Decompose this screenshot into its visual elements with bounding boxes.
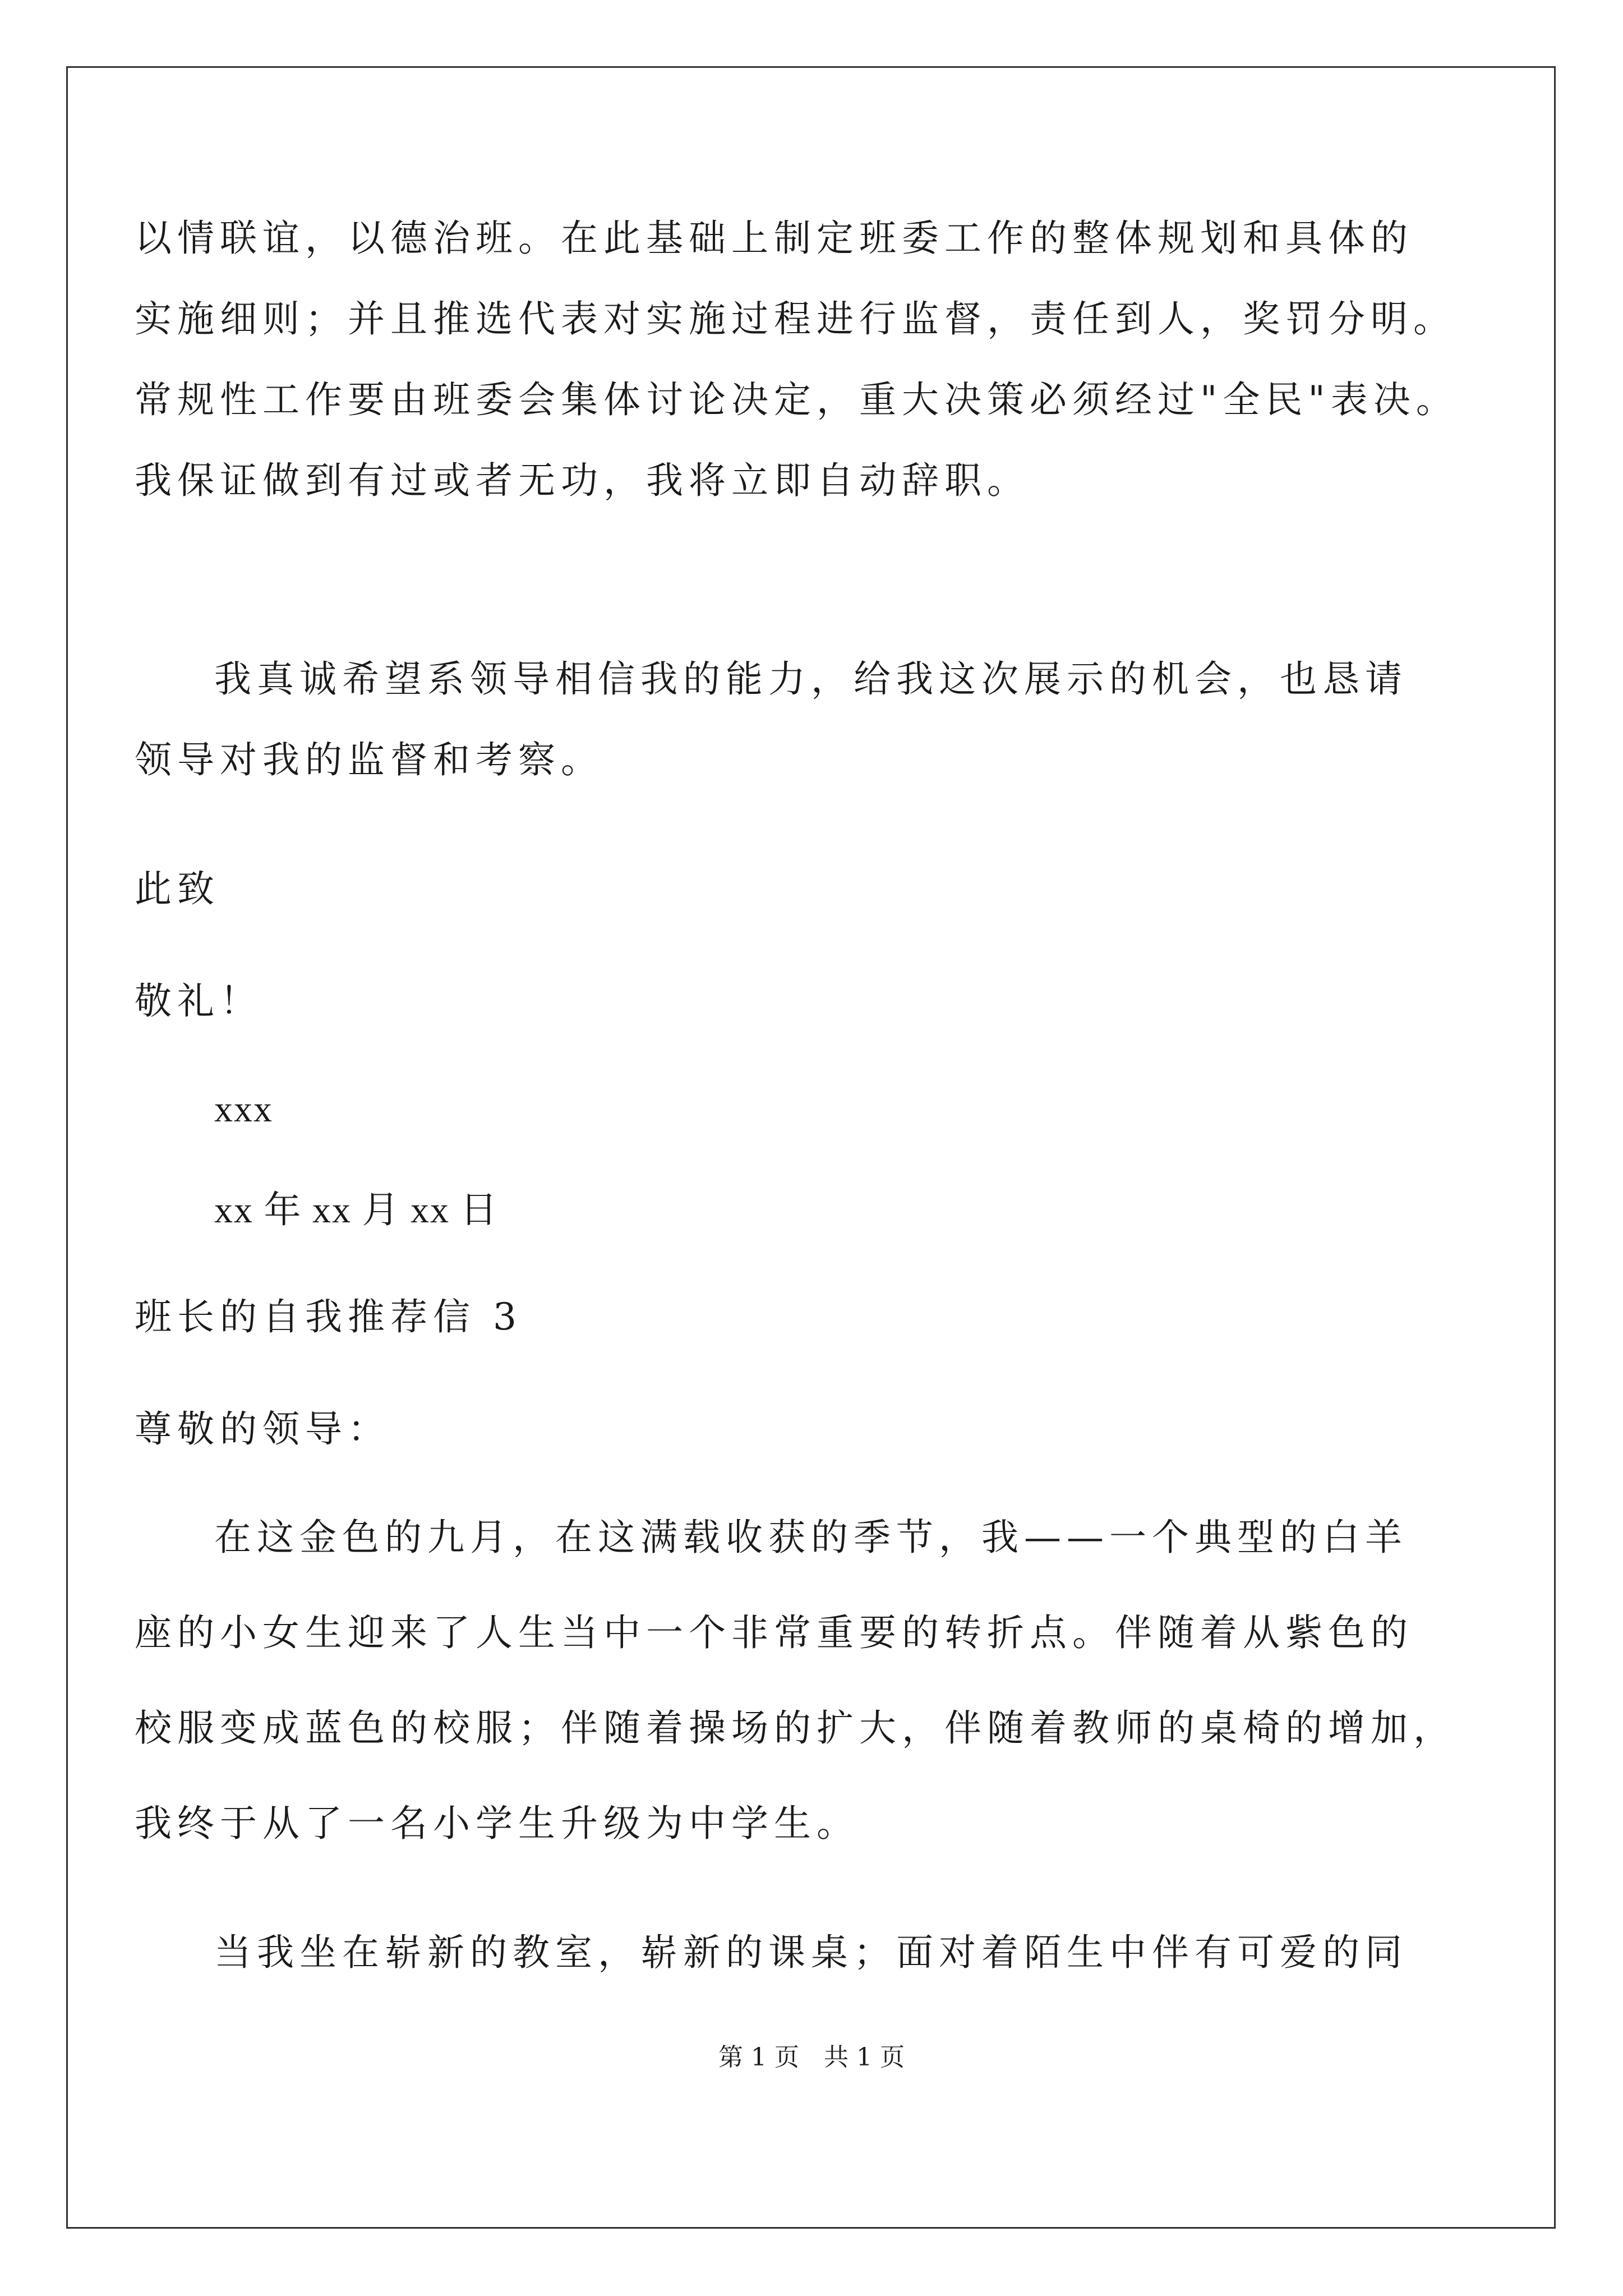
closing-regards: 敬礼！ xyxy=(135,979,262,1023)
section-heading: 班长的自我推荐信 3 xyxy=(135,1295,522,1338)
paragraph-line: 在这金色的九月，在这满载收获的季节，我——一个典型的白羊 xyxy=(214,1516,1408,1559)
paragraph-line: 我保证做到有过或者无功，我将立即自动辞职。 xyxy=(135,459,1030,502)
paragraph-line: 领导对我的监督和考察。 xyxy=(135,738,603,781)
signature-name: xxx xyxy=(214,1089,273,1130)
paragraph-line: 座的小女生迎来了人生当中一个非常重要的转折点。伴随着从紫色的 xyxy=(135,1611,1413,1654)
paragraph-line: 以情联谊，以德治班。在此基础上制定班委工作的整体规划和具体的 xyxy=(135,217,1413,260)
signature-date: xx 年 xx 月 xx 日 xyxy=(214,1190,499,1231)
page-number-footer: 第 1 页 共 1 页 xyxy=(718,2043,905,2072)
paragraph-line: 实施细则；并且推选代表对实施过程进行监督，责任到人，奖罚分明。 xyxy=(135,297,1456,341)
paragraph-line: 我真诚希望系领导相信我的能力，给我这次展示的机会，也恳请 xyxy=(214,657,1408,701)
letter-greeting: 尊敬的领导： xyxy=(135,1407,390,1451)
paragraph-line: 校服变成蓝色的校服；伴随着操场的扩大，伴随着教师的桌椅的增加， xyxy=(135,1706,1456,1750)
paragraph-line: 当我坐在崭新的教室，崭新的课桌；面对着陌生中伴有可爱的同 xyxy=(214,1931,1408,1974)
paragraph-line: 我终于从了一名小学生升级为中学生。 xyxy=(135,1802,859,1845)
paragraph-line: 常规性工作要由班委会集体讨论决定，重大决策必须经过"全民"表决。 xyxy=(135,378,1459,421)
closing-salutation: 此致 xyxy=(135,867,220,910)
